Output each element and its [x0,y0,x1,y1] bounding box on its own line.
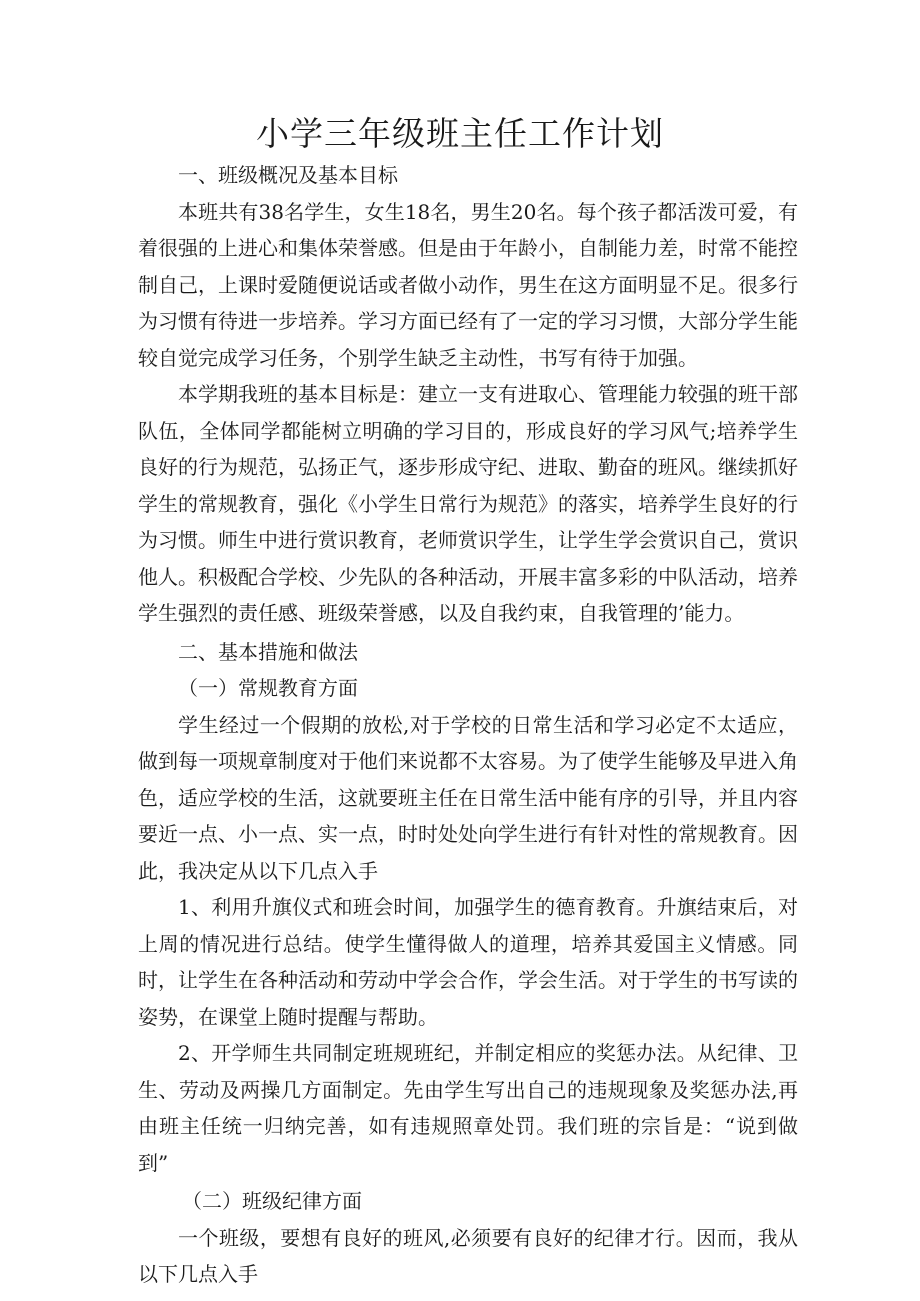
document-body [138,157,798,1293]
paragraph-class-overview: 本班共有38名学生，女生18名，男生20名。每个孩子都活泼可爱，有着很强的上进心和集体荣誉感。但是由于年龄小，自制能力差，时常不能控制自己，上课时爱随便说话或者做小动作，男生在这方面明显不足。很多行为习惯有待进一步培养。学习方面已经有了一定的学习习惯，大部分学生能较自觉完成学习任务，个别学生缺乏主动性，书写有待于加强。 [138,199,798,370]
paragraph-discipline: 一个班级，要想有良好的班风,必须要有良好的纪律才行。因而，我从以下几点入手 [138,1225,798,1286]
subsection-heading-routine: （一）常规教育方面 [178,676,358,700]
section-heading-2: 二、基本措施和做法 [178,639,358,664]
document-title: 小学三年级班主任工作计划 [256,114,664,153]
paragraph-routine-education: 学生经过一个假期的放松,对于学校的日常生活和学习必定不太适应，做到每一项规章制度对于他们来说都不太容易。为了使学生能够及早进入角色，适应学校的生活，这就要班主任在日常生活中能有序的引导，并且内容要近一点、小一点、实一点，时时处处向学生进行有针对性的常规教育。因此，我决定从以下几点入手 [138,712,798,883]
paragraph-semester-goals: 本学期我班的基本目标是：建立一支有进取心、管理能力较强的班干部队伍，全体同学都能树立明确的学习目的，形成良好的学习风气;培养学生良好的行为规范，弘扬正气，逐步形成守纪、进取、勤奋的班风。继续抓好学生的常规教育，强化《小学生日常行为规范》的落实，培养学生良好的行为习惯。师生中进行赏识教育，老师赏识学生，让学生学会赏识自己，赏识他人。积极配合学校、少先队的各种活动，开展丰富多彩的中队活动，培养学生强烈的责任感、班级荣誉感，以及自我约束，自我管理的’能力。 [138,382,798,625]
subsection-heading-discipline: （二）班级纪律方面 [182,1189,362,1213]
list-item-1: 1、利用升旗仪式和班会时间，加强学生的德育教育。升旗结束后，对上周的情况进行总结。使学生懂得做人的道理，培养其爱国主义情感。同时，让学生在各种活动和劳动中学会合作，学会生活。对于学生的书写读的姿势，在课堂上随时提醒与帮助。 [138,895,798,1029]
section-heading-1: 一、班级概况及基本目标 [178,163,398,187]
list-item-2: 2、开学师生共同制定班规班纪，并制定相应的奖惩办法。从纪律、卫生、劳动及两操几方面制定。先由学生写出自己的违规现象及奖惩办法,再由班主任统一归纳完善，如有违规照章处罚。我们班的宗旨是：“说到做到” [138,1041,798,1175]
